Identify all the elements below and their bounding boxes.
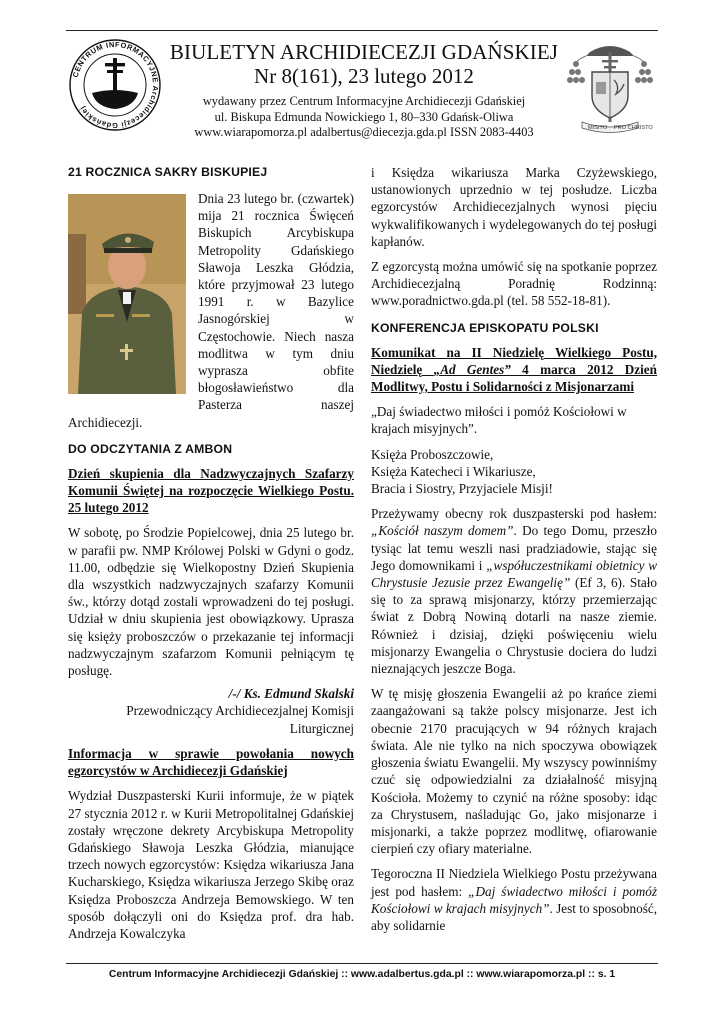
left-column bbox=[68, 164, 354, 942]
greeting-line-2: Księża Katecheci i Wikariusze, bbox=[371, 463, 536, 479]
anniversary-text: Dnia 23 lutego br. (czwartek) mija 21 rocznica Święceń Biskupich Arcybiskupa Metropolity Gdańskiego Sławoja Leszka Głódzia, które przyjmował 23 lutego 1991 r. w Bazylice Jasnogórskiej w Częstochowie. Niech nasza modlitwa w tym dniu wyprasza obfite błogosławieństwo dla Pasterza naszej Archidiecezji. bbox=[68, 191, 354, 430]
logo-ring-text: CENTRUM INFORMACYJNE Archidiecezji Gdańskiej bbox=[70, 39, 161, 131]
archbishop-portrait-image bbox=[68, 194, 186, 394]
article-title-exorcists: Informacja w sprawie powołania nowych egzorcystów w Archidiecezji Gdańskiej bbox=[68, 745, 354, 779]
paragraph-church-home: Przeżywamy obecny rok duszpasterski pod hasłem: „Kościół naszym domem”. Do tego Domu, przeszło tysiąc lat temu weszli nasi pradziadowie, stając się Jego domownikami i „współuczestnikami obietnicy w Chrystusie Jezusie przez Ewangelię” (Ef 3, 6). Stało się to za sprawą misjonarzy, którzy przemierzając świat z Dobrą Nowiną dotarli na nasze ziemie. Również i dzisiaj, dzięki poświęceniu wielu misjonarzy Ewangelia o Chrystusie dociera do ludzi nieznających jeszcze Boga. bbox=[371, 506, 658, 677]
page-footer: Centrum Informacyjne Archidiecezji Gdańskiej :: www.adalbertus.gda.pl :: www.wiarapomorza.pl :: s. 1 bbox=[108, 969, 616, 980]
signature-name: /-/ Ks. Edmund Skalski bbox=[228, 686, 354, 702]
publisher-line: wydawany przez Centrum Informacyjne Archidiecezji Gdańskiej bbox=[202, 94, 526, 108]
cross-anchor-boat-icon bbox=[68, 38, 162, 132]
paragraph-lent-sunday: Tegoroczna II Niedziela Wielkiego Postu przeżywana jest pod hasłem: „Daj świadectwo miłości i pomóż Kościołowi w krajach misyjnych”. Jest to sposobność, aby solidarnie bbox=[371, 866, 657, 933]
article-title-retreat: Dzień skupienia dla Nadzwyczajnych Szafarzy Komunii Świętej na rozpoczęcie Wielkiego Postu. 25 lutego 2012 bbox=[68, 465, 354, 516]
greeting-line-1: Księża Proboszczowie, bbox=[371, 446, 494, 462]
counseling-paragraph: Z egzorcystą można umówić się na spotkanie poprzez Archidiecezjalną Poradnię Rodzinną: www.poradnictwo.gda.pl (tel. 58 552-18-81). bbox=[371, 259, 657, 309]
top-rule bbox=[66, 30, 658, 31]
signature-role: Przewodniczący Archidiecezjalnej Komisji bbox=[126, 703, 354, 719]
article-title-communique: Komunikat na II Niedzielę Wielkiego Postu, Niedzielę „Ad Gentes” 4 marca 2012 Dzień Modlitwy, Postu i Solidarności z Misjonarzami bbox=[371, 344, 657, 395]
issue-number: Nr 8(161), 23 lutego 2012 bbox=[254, 64, 474, 88]
section-heading-pulpit: DO ODCZYTANIA Z AMBON bbox=[68, 441, 233, 456]
crest-motto-right: PRO CHRISTO bbox=[614, 125, 653, 131]
bulletin-title: BIULETYN ARCHIDIECEZJI GDAŃSKIEJ bbox=[169, 40, 559, 64]
crest-motto-left: MISITO bbox=[588, 125, 608, 131]
right-column bbox=[371, 164, 657, 934]
contact-line: www.wiarapomorza.pl adalbertus@diecezja.gda.pl ISSN 2083-4403 bbox=[194, 125, 534, 139]
archbishop-coat-of-arms-icon bbox=[562, 38, 658, 134]
greeting-line-3: Bracia i Siostry, Przyjaciele Misji! bbox=[371, 481, 553, 497]
masthead bbox=[166, 40, 562, 141]
article-body-exorcists: Wydział Duszpasterski Kurii informuje, że w piątek 27 stycznia 2012 r. w Kurii Metropolitalnej Gdańskiej zostały wręczone dekrety Arcybiskupa Metropolity Gdańskiego Sławoja Leszka Głódzia, mianujące trzech nowych egzorcystów: Księdza wikariusza Jana Kucharskiego, Księdza wikariusza Jerzego Skibę oraz Księdza Proboszcza Andrzeja Bemowskiego. W ten sposób dołączyli oni do Księdza prof. dra hab. Andrzeja Kowalczyka bbox=[68, 788, 354, 941]
article-body-retreat: W sobotę, po Środzie Popielcowej, dnia 25 lutego br. w parafii pw. NMP Królowej Polski w Gdyni o godz. 11.00, odbędzie się Wielkopostny Dzień Skupienia dla wszystkich nadzwyczajnych szafarzy Komunii św., którzy dotąd zostali wprowadzeni do tej posługi. Udział w dniu skupienia jest obowiązkowy. Uprasza się księży proboszczów o przekazanie tej informacji nadzwyczajnym szafarzom Komunii pełniącym tę posługę. bbox=[68, 525, 354, 679]
mission-quote: „Daj świadectwo miłości i pomóż Kościołowi w krajach misyjnych”. bbox=[371, 404, 627, 437]
bottom-rule bbox=[66, 963, 658, 964]
exorcists-continued: i Księdza wikariusza Marka Czyżewskiego, ustanowionych uprzednio w tej posłudze. Liczba egzorcystów Archidiecezjalnych wynosi pięciu wykwalifikowanych i wydelegowanych do tej posługi kapłanów. bbox=[371, 165, 657, 249]
section-heading-episcopate: KONFERENCJA EPISKOPATU POLSKI bbox=[371, 320, 599, 335]
signature-role-cont: Liturgicznej bbox=[289, 720, 354, 736]
address-line: ul. Biskupa Edmunda Nowickiego 1, 80–330 Gdańsk-Oliwa bbox=[214, 109, 514, 124]
paragraph-missionaries: W tę misję głoszenia Ewangelii aż po krańce ziemi zaangażowani są także polscy misjonarze. Jest ich obecnie 2170 pracujących w 94 różnych krajach świata. Ale nie tylko na nich spoczywa obowiązek głoszenia światu Ewangelii. My wszyscy powinniśmy czuć się odpowiedzialni za działalność misyjną Kościoła. Możemy to czynić na różne sposoby: idąc za Chrystusem, naśladując Go, jako misjonarze i misjonarki, a także poprzez modlitwę, ofiarowanie cierpień czy ofiary materialne. bbox=[371, 686, 657, 857]
section-heading-anniversary: 21 ROCZNICA SAKRY BISKUPIEJ bbox=[68, 165, 268, 179]
